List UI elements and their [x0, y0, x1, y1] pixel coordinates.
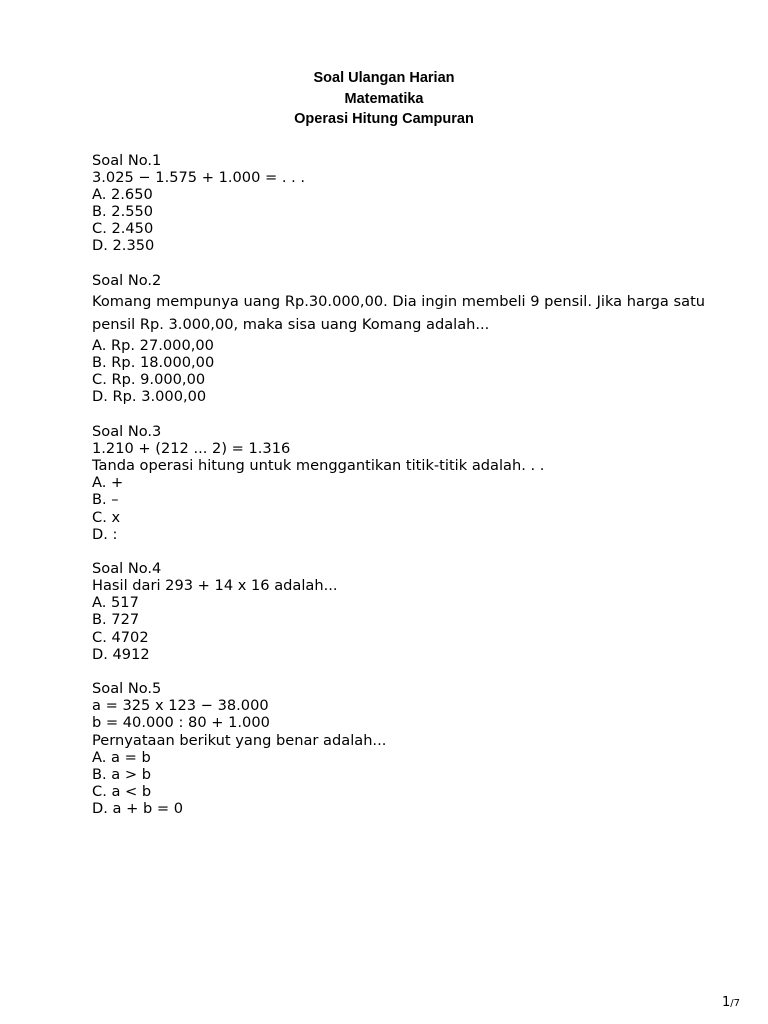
- question-text: 1.210 + (212 ... 2) = 1.316: [92, 440, 291, 458]
- page-indicator: [722, 995, 740, 1010]
- question-text: 3.025 − 1.575 + 1.000 = . . .: [92, 169, 306, 187]
- document-subject: Matematika: [344, 90, 424, 107]
- answer-option: C. 4702: [92, 628, 149, 646]
- answer-option: D. a + b = 0: [92, 799, 184, 817]
- question-block: [92, 680, 732, 817]
- spacer: [92, 663, 732, 681]
- answer-option: D. :: [92, 525, 118, 543]
- answer-option: B. a > b: [92, 765, 152, 783]
- question-text: Tanda operasi hitung untuk menggantikan titik-titik adalah. . .: [92, 457, 545, 475]
- answer-option: A. +: [92, 474, 124, 492]
- answer-option: B. –: [92, 491, 119, 509]
- question-text: Pernyataan berikut yang benar adalah...: [92, 731, 387, 749]
- answer-option: C. 2.450: [92, 220, 154, 238]
- answer-option: B. 2.550: [92, 203, 154, 221]
- question-block: [92, 272, 732, 405]
- spacer: [92, 543, 732, 561]
- answer-option: D. 2.350: [92, 237, 155, 255]
- answer-option: A. a = b: [92, 748, 151, 766]
- question-text: Hasil dari 293 + 14 x 16 adalah...: [92, 577, 338, 595]
- answer-option: C. Rp. 9.000,00: [92, 371, 206, 389]
- answer-option: D. 4912: [92, 645, 150, 663]
- page-total: /7: [730, 998, 740, 1009]
- answer-option: B. Rp. 18.000,00: [92, 354, 215, 372]
- question-label: Soal No.4: [92, 560, 162, 578]
- document-topic: Operasi Hitung Campuran: [294, 111, 474, 127]
- question-label: Soal No.1: [92, 152, 162, 169]
- question-text: Komang mempunya uang Rp.30.000,00. Dia ingin membeli 9 pensil. Jika harga satu pensil Rp. 3.000,00, maka sisa uang Komang adalah...: [92, 293, 706, 334]
- question-label: Soal No.2: [92, 272, 162, 290]
- question-text: b = 40.000 : 80 + 1.000: [92, 714, 270, 732]
- spacer: [92, 406, 732, 424]
- answer-option: A. 2.650: [92, 186, 153, 204]
- question-list: [92, 152, 732, 817]
- question-text: a = 325 x 123 − 38.000: [92, 697, 269, 715]
- document-title: Soal Ulangan Harian: [313, 70, 455, 86]
- document-header: [0, 68, 768, 130]
- question-block: [92, 560, 732, 663]
- question-block: [92, 152, 732, 255]
- answer-option: B. 727: [92, 611, 140, 629]
- answer-option: A. 517: [92, 594, 139, 612]
- page-current: 1: [721, 995, 731, 1010]
- answer-option: C. x: [92, 508, 121, 526]
- question-block: [92, 423, 732, 543]
- answer-option: C. a < b: [92, 782, 152, 800]
- answer-option: D. Rp. 3.000,00: [92, 388, 207, 406]
- question-label: Soal No.3: [92, 423, 162, 441]
- question-label: Soal No.5: [92, 680, 162, 698]
- spacer: [92, 255, 732, 273]
- answer-option: A. Rp. 27.000,00: [92, 337, 214, 355]
